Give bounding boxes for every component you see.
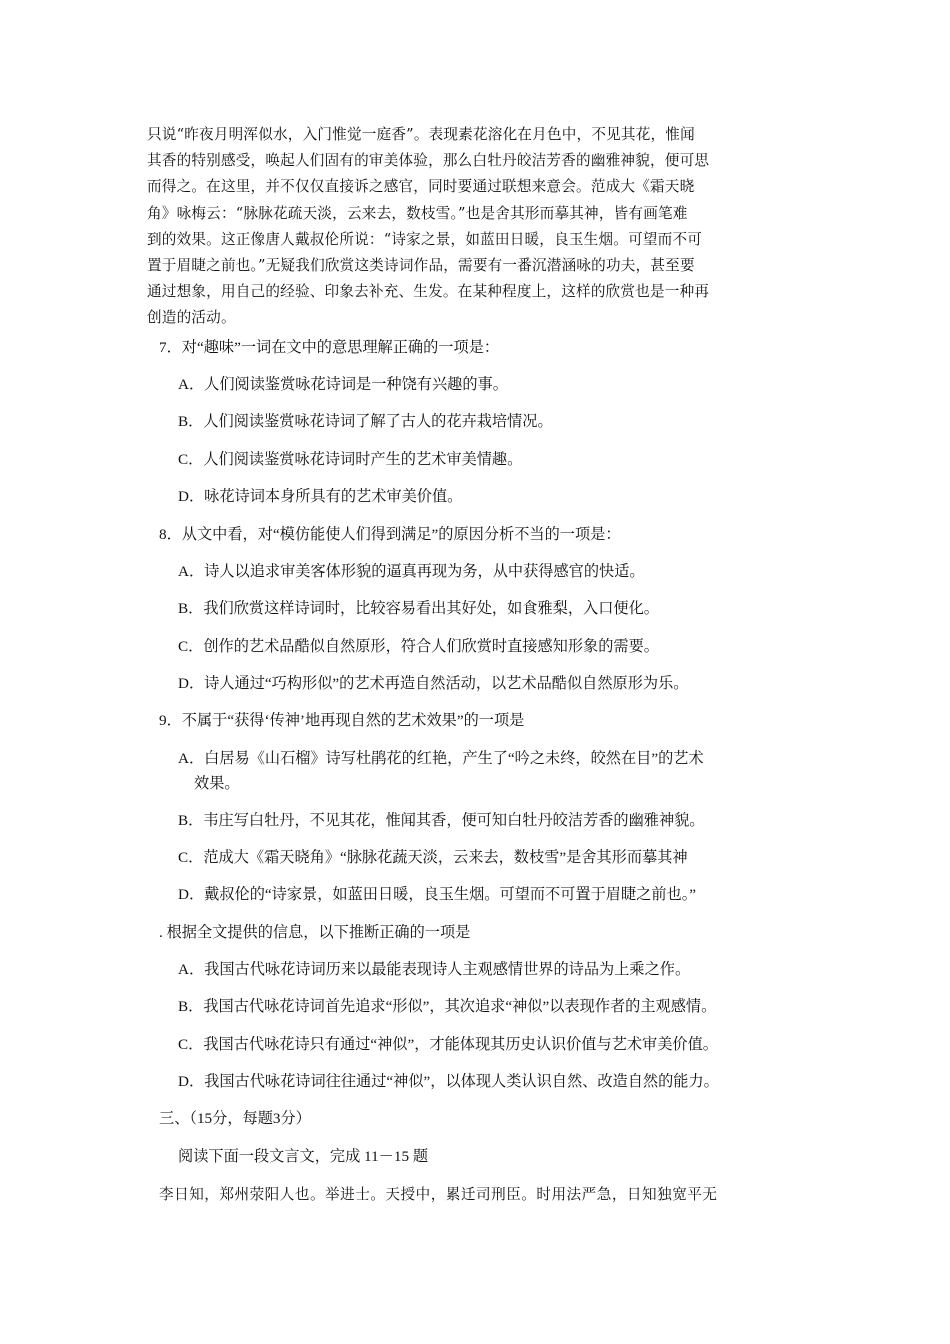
- section-three-heading: 三、（15分，每题3分）: [159, 1110, 311, 1127]
- classical-chinese-text: 李日知，郑州荥阳人也。举进士。天授中，累迁司刑臣。时用法严急，日知独宽平无: [159, 1186, 718, 1203]
- section-three-instruction: 阅读下面一段文言文，完成 11－15 题: [178, 1148, 429, 1165]
- question-10-option-d: D．我国古代咏花诗词往往通过“神似”，以体现人类认识自然、改造自然的能力。: [178, 1073, 719, 1090]
- question-8-stem: 8．从文中看，对“模仿能使人们得到满足”的原因分析不当的一项是：: [159, 526, 621, 543]
- question-9-option-c: C．范成大《霜天晓角》“脉脉花蔬天淡，云来去，数枝雪”是舍其形而摹其神: [178, 849, 688, 866]
- question-8-option-c: C．创作的艺术品酷似自然原形，符合人们欣赏时直接感知形象的需要。: [178, 638, 659, 655]
- passage-line: 而得之。在这里，并不仅仅直接诉之感官，同时要通过联想来意会。范成大《霜天晓: [147, 178, 695, 196]
- passage-line: 只说“昨夜月明浑似水，入门惟觉一庭香”。表现素花溶化在月色中，不见其花，惟闻: [147, 126, 695, 143]
- question-8-option-b: B．我们欣赏这样诗词时，比较容易看出其好处，如食雅梨，入口便化。: [178, 600, 659, 617]
- question-7-option-a: A．人们阅读鉴赏咏花诗词是一种饶有兴趣的事。: [178, 376, 508, 393]
- passage-line: 其香的特别感受，唤起人们固有的审美体验，那么白牡丹皎洁芳香的幽雅神貌，便可思: [147, 152, 710, 170]
- reading-passage: [147, 122, 807, 332]
- question-9-option-d: D．戴叔伦的“诗家景，如蓝田日暖，良玉生烟。可望而不可置于眉睫之前也。”: [178, 886, 697, 903]
- question-10-option-a: A．我国古代咏花诗词历来以最能表现诗人主观感情世界的诗品为上乘之作。: [178, 961, 691, 978]
- question-10-option-c: C．我国古代咏花诗只有通过“神似”，才能体现其历史认识价值与艺术审美价值。: [178, 1036, 718, 1053]
- question-8-option-d: D．诗人通过“巧构形似”的艺术再造自然活动，以艺术品酷似自然原形为乐。: [178, 675, 689, 692]
- question-7-stem: 7．对“趣味”一词在文中的意思理解正确的一项是：: [159, 339, 500, 356]
- question-10-stem: . 根据全文提供的信息，以下推断正确的一项是: [159, 924, 471, 941]
- question-9-option-a: A．白居易《山石榴》诗写杜鹃花的红艳，产生了“吟之未终，皎然在目”的艺术: [178, 750, 704, 767]
- question-9-stem: 9．不属于“获得‘传神’地再现自然的艺术效果”的一项是: [159, 712, 525, 729]
- passage-line: 到的效果。这正像唐人戴叔伦所说：“诗家之景，如蓝田日暖，良玉生烟。可望而不可: [147, 230, 703, 248]
- passage-line: 置于眉睫之前也。”无疑我们欣赏这类诗词作品，需要有一番沉潜涵咏的功夫，甚至要: [147, 257, 695, 275]
- question-9-option-b: B．韦庄写白牡丹，不见其花，惟闻其香，便可知白牡丹皎洁芳香的幽雅神貌。: [178, 812, 705, 829]
- question-8-option-a: A．诗人以追求审美客体形貌的逼真再现为务，从中获得感官的快适。: [178, 563, 645, 580]
- question-7-option-c: C．人们阅读鉴赏咏花诗词时产生的艺术审美情趣。: [178, 451, 523, 468]
- passage-line: 角》咏梅云：“脉脉花疏天淡，云来去，数枝雪。”也是舍其形而摹其神，皆有画笔难: [147, 204, 688, 222]
- question-10-option-b: B．我国古代咏花诗词首先追求“形似”，其次追求“神似”以表现作者的主观感情。: [178, 998, 717, 1015]
- question-9-option-a-continued: 效果。: [194, 775, 240, 792]
- question-7-option-b: B．人们阅读鉴赏咏花诗词了解了古人的花卉栽培情况。: [178, 413, 553, 430]
- passage-line: 通过想象，用自己的经验、印象去补充、生发。在某种程度上，这样的欣赏也是一种再: [147, 283, 710, 301]
- passage-line: 创造的活动。: [147, 309, 236, 327]
- question-7-option-d: D．咏花诗词本身所具有的艺术审美价值。: [178, 488, 463, 505]
